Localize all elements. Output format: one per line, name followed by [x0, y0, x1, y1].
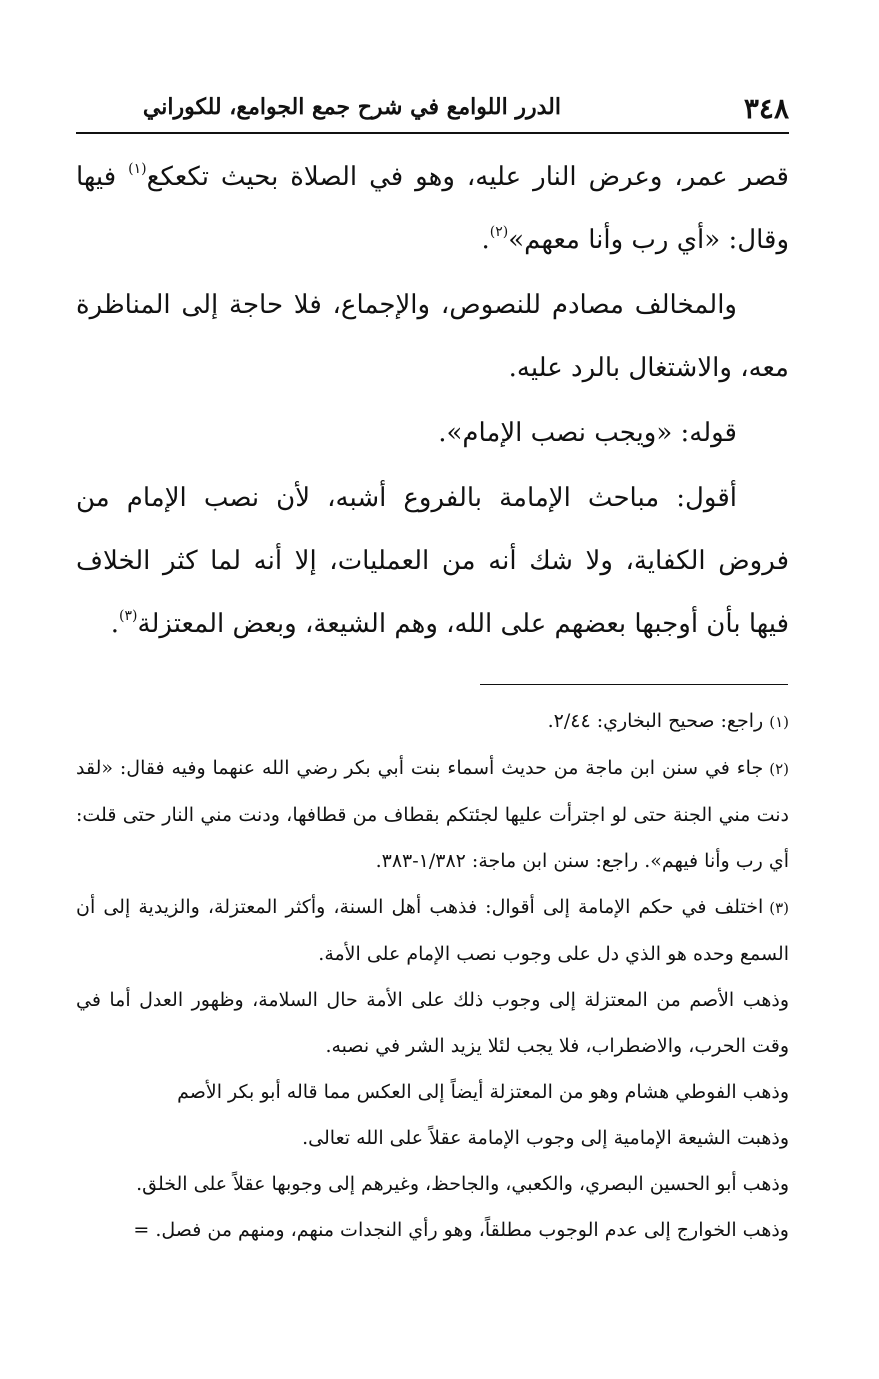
footnote-mark: (٢) — [769, 760, 789, 778]
page-header — [76, 88, 789, 128]
footnote-ref-3: (٣) — [119, 608, 138, 624]
paragraph-3: قوله: «ويجب نصب الإمام». — [438, 418, 737, 448]
footnote-3-para-2: وذهب الأصم من المعتزلة إلى وجوب ذلك على الأمة حال السلامة، وظهور العدل أما في وقت الحرب، والاضطراب، فلا يجب لئلا يزيد الشر في نصبه. — [76, 989, 789, 1057]
paragraph-4: أقول: مباحث الإمامة بالفروع أشبه، لأن نصب الإمام من فروض الكفاية، ولا شك أنه من العمليات، إلا أنه لما كثر الخلاف فيها بأن أوجبها بعضهم على الله، وهم الشيعة، وبعض المعتزلة$^{(٣)}$. — [76, 483, 789, 639]
header-rule — [76, 132, 789, 134]
paragraph-2: والمخالف مصادم للنصوص، والإجماع، فلا حاجة إلى المناظرة معه، والاشتغال بالرد عليه. — [76, 290, 789, 383]
paragraph-1: قصر عمر، وعرض النار عليه، وهو في الصلاة بحيث تكعكع$^{(١)}$ فيها وقال: «أي رب وأنا معهم»$^{(٢)}$. — [76, 161, 789, 255]
footnote-ref-1: (١) — [128, 161, 147, 177]
main-text — [76, 146, 789, 656]
running-title: الدرر اللوامع في شرح جمع الجوامع، للكوراني — [142, 94, 561, 120]
page-number: ٣٤٨ — [743, 92, 789, 125]
footnote-3-para-6: وذهب الخوارج إلى عدم الوجوب مطلقاً، وهو رأي النجدات منهم، ومنهم من فصل. = — [133, 1219, 789, 1241]
footnotes — [76, 698, 789, 1253]
footnote-mark: (١) — [769, 713, 789, 731]
footnote-3-para-3: وذهب الفوطي هشام وهو من المعتزلة أيضاً إلى العكس مما قاله أبو بكر الأصم — [177, 1081, 789, 1103]
footnote-3-para-4: وذهبت الشيعة الإمامية إلى وجوب الإمامة عقلاً على الله تعالى. — [302, 1127, 789, 1149]
footnote-3-para-5: وذهب أبو الحسين البصري، والكعبي، والجاحظ، وغيرهم إلى وجوبها عقلاً على الخلق. — [136, 1173, 789, 1195]
footnote-3: (٣)اختلف في حكم الإمامة إلى أقوال: فذهب أهل السنة، وأكثر المعتزلة، والزيدية إلى أن السمع وحده هو الذي دل على وجوب نصب الإمام على الأمة. — [76, 896, 789, 965]
footnote-2: (٢)جاء في سنن ابن ماجة من حديث أسماء بنت أبي بكر رضي الله عنهما وفيه فقال: «لقد دنت مني الجنة حتى لو اجترأت عليها لجئتكم بقطاف من قطافها، ودنت مني النار حتى قلت: أي رب وأنا فيهم». راجع: سنن ابن ماجة: ١/٣٨٢-٣٨٣. — [76, 757, 789, 872]
footnote-1: (١)راجع: صحيح البخاري: ٢/٤٤. — [547, 710, 789, 732]
footnote-ref-2: (٢) — [489, 224, 509, 240]
footnote-rule — [480, 684, 788, 685]
footnote-mark: (٣) — [769, 899, 789, 917]
